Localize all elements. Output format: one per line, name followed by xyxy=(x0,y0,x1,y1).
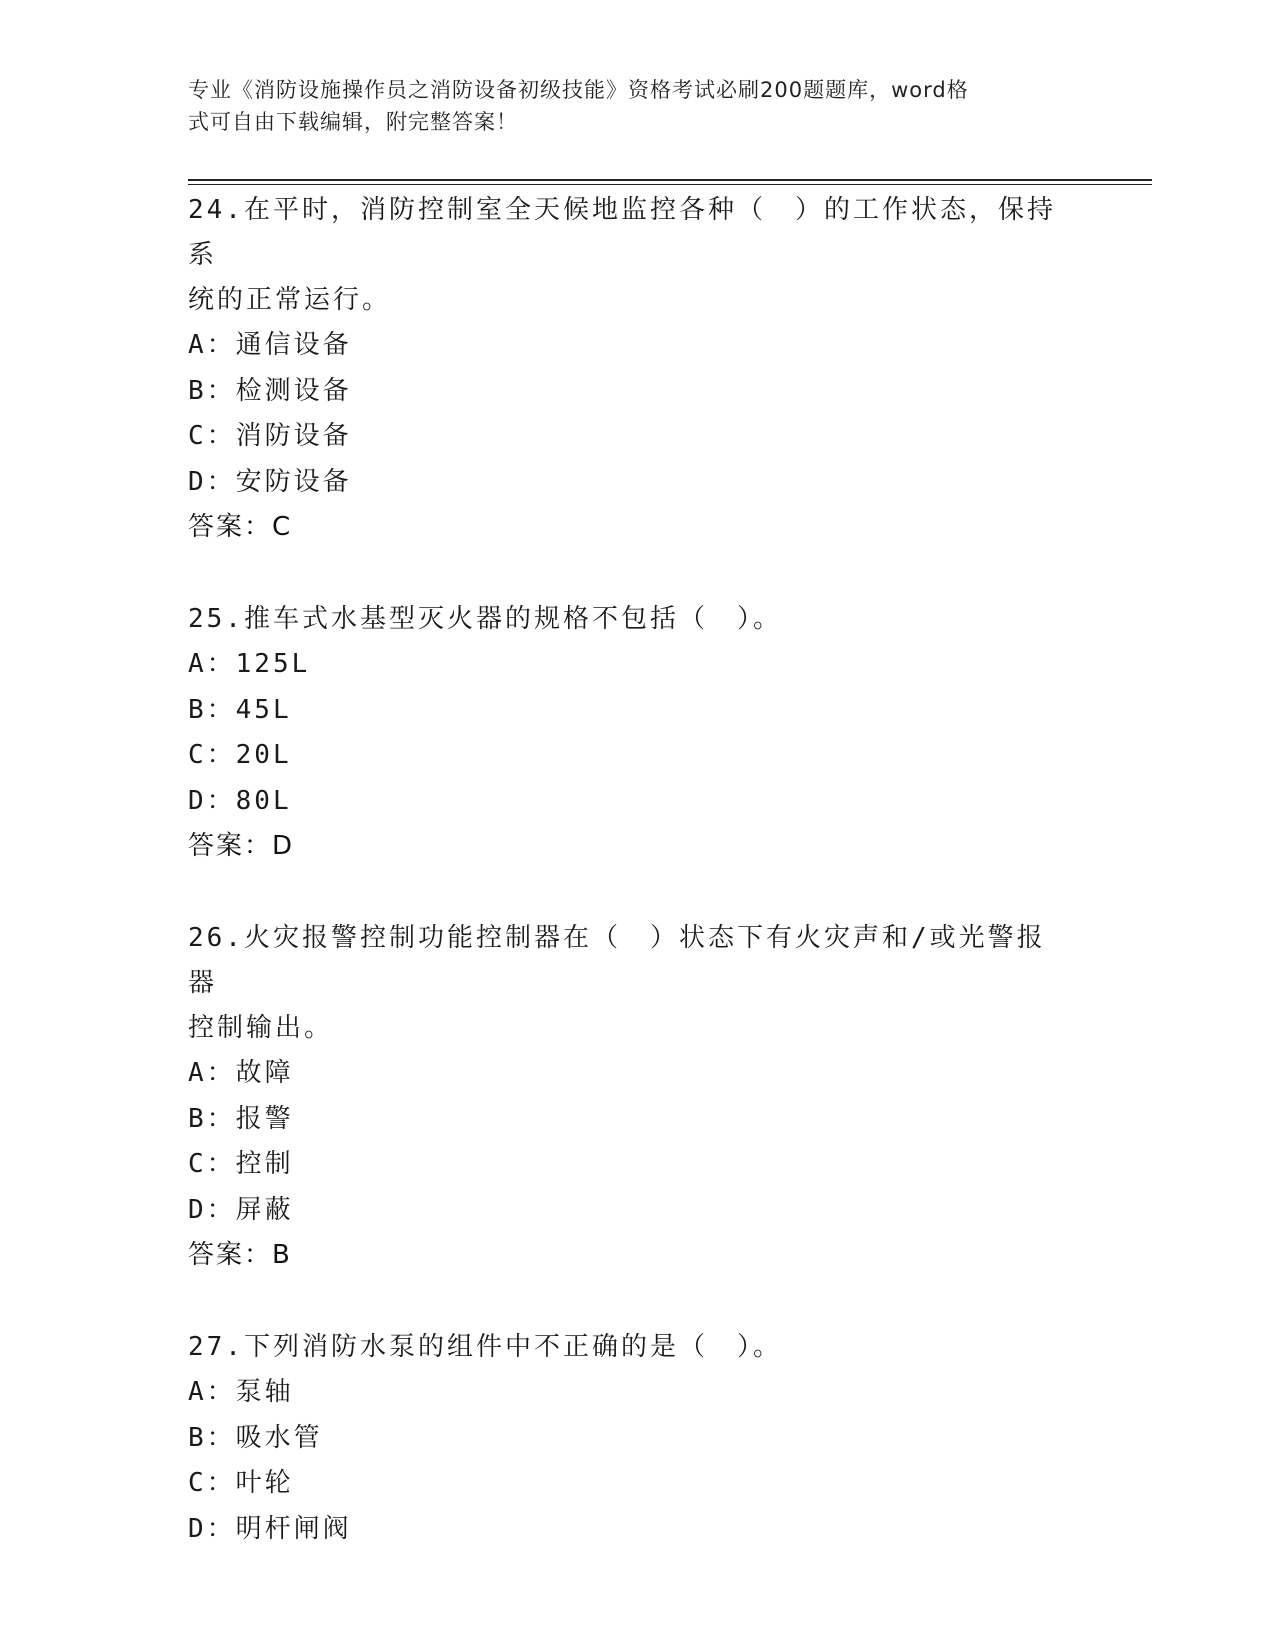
header-line-2: 式可自由下载编辑，附完整答案！ xyxy=(188,110,518,134)
option-a: A：通信设备 xyxy=(188,330,352,360)
answer: 答案：D xyxy=(188,831,295,861)
header-line-1: 专业《消防设施操作员之消防设备初级技能》资格考试必刷200题题库，word格 xyxy=(188,78,969,102)
question-stem-line: 26.火灾报警控制功能控制器在（ ）状态下有火灾声和/或光警报器 xyxy=(188,923,1046,998)
option-c: C：消防设备 xyxy=(188,421,352,451)
option-c: C：控制 xyxy=(188,1149,294,1179)
question-spacer xyxy=(188,869,1088,916)
header-divider-thick xyxy=(188,179,1152,181)
question-25 xyxy=(188,597,1088,869)
option-b: B：45L xyxy=(188,694,292,725)
question-list xyxy=(188,188,1088,1552)
answer: 答案：C xyxy=(188,512,293,542)
question-26 xyxy=(188,916,1088,1278)
document-header xyxy=(188,74,1068,138)
option-a: A：故障 xyxy=(188,1058,294,1088)
option-d: D：80L xyxy=(188,785,292,816)
header-divider-thin xyxy=(188,184,1152,185)
question-spacer xyxy=(188,1278,1088,1325)
option-d: D：安防设备 xyxy=(188,466,352,497)
option-b: B：报警 xyxy=(188,1103,294,1134)
option-a: A：泵轴 xyxy=(188,1377,294,1407)
question-stem-line: 25.推车式水基型灭火器的规格不包括（ ）。 xyxy=(188,604,782,634)
option-b: B：检测设备 xyxy=(188,375,352,406)
option-d: D：屏蔽 xyxy=(188,1194,294,1225)
option-b: B：吸水管 xyxy=(188,1422,323,1453)
answer: 答案：B xyxy=(188,1240,292,1270)
question-stem-line: 24.在平时，消防控制室全天候地监控各种（ ）的工作状态，保持系 xyxy=(188,195,1056,270)
option-d: D：明杆闸阀 xyxy=(188,1513,352,1544)
question-spacer xyxy=(188,550,1088,597)
option-c: C：叶轮 xyxy=(188,1468,294,1498)
question-stem-line: 控制输出。 xyxy=(188,1013,334,1043)
option-a: A：125L xyxy=(188,649,311,679)
question-24 xyxy=(188,188,1088,550)
option-c: C：20L xyxy=(188,740,292,770)
question-27 xyxy=(188,1325,1088,1552)
question-stem-line: 统的正常运行。 xyxy=(188,285,392,315)
question-stem-line: 27.下列消防水泵的组件中不正确的是（ ）。 xyxy=(188,1332,782,1362)
